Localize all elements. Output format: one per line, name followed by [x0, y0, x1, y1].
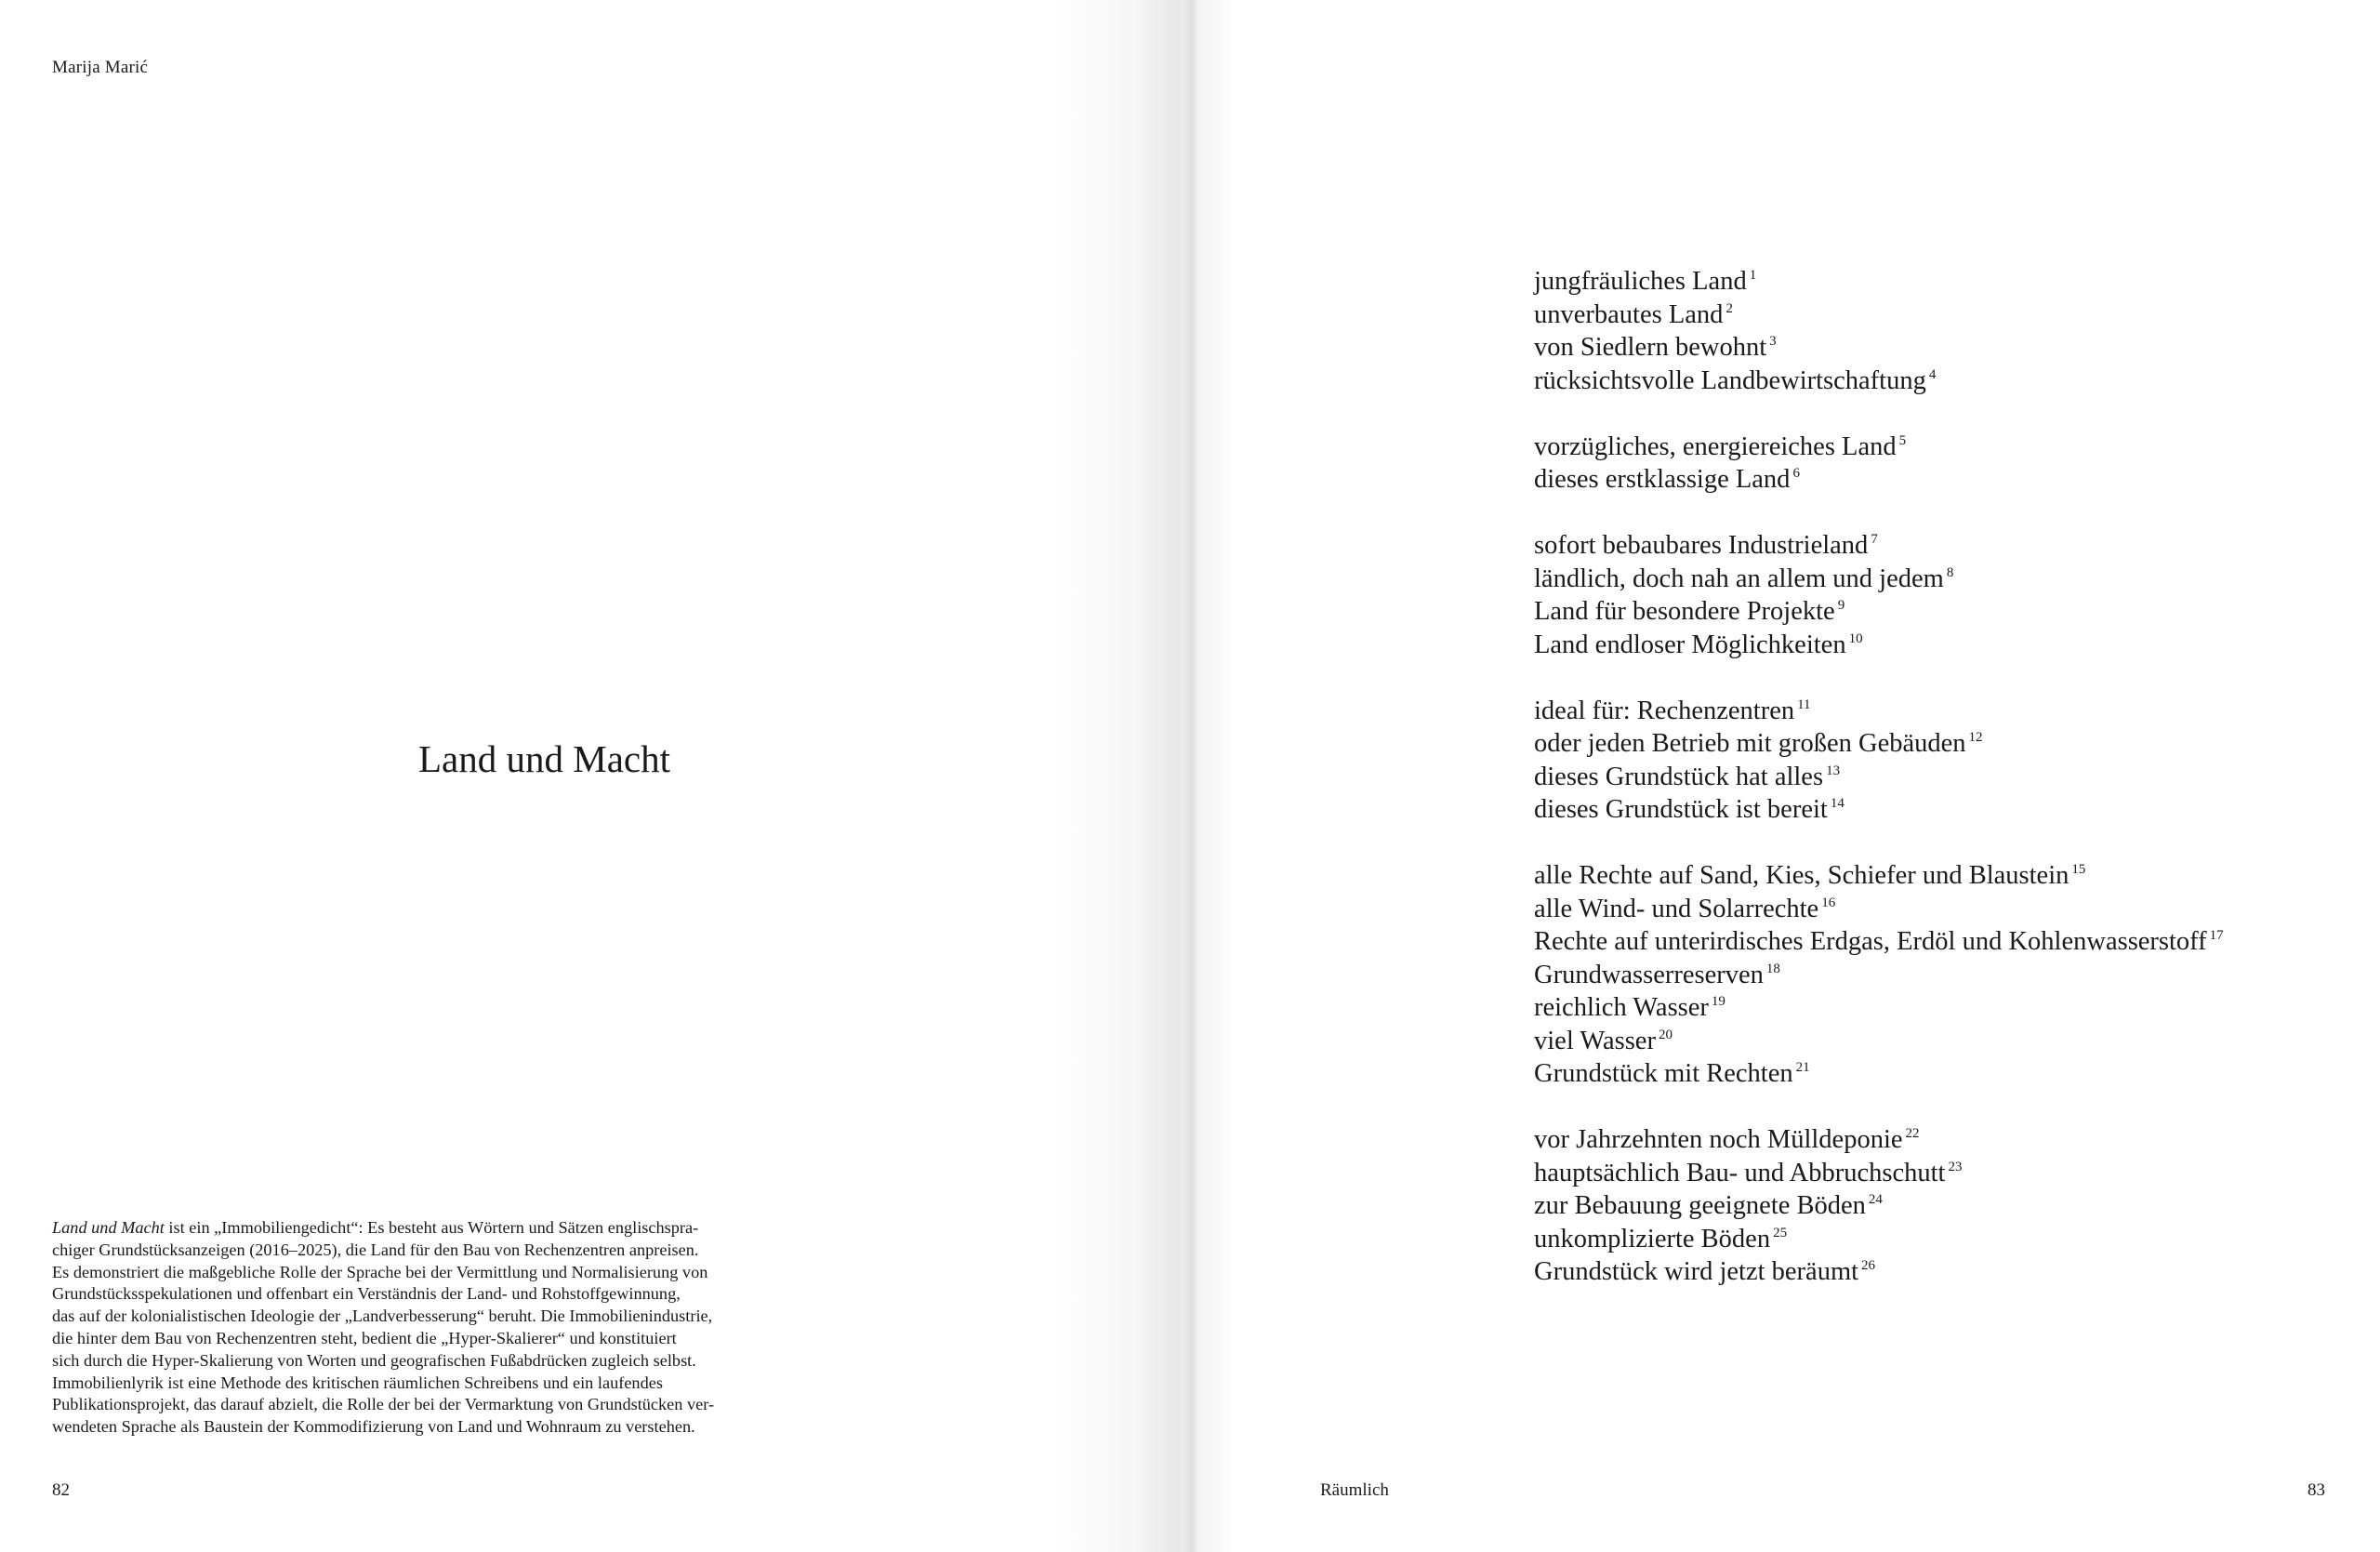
footnote-marker: 26 [1861, 1258, 1876, 1273]
poem-line [1534, 529, 2224, 563]
poem-line [1534, 761, 2224, 794]
poem-line-text: Grundstück wird jetzt beräumt [1534, 1257, 1859, 1286]
poem-line-text: ideal für: Rechenzentren [1534, 696, 1795, 725]
footnote-marker: 18 [1765, 961, 1780, 976]
poem-line-text: von Siedlern bewohnt [1534, 333, 1767, 362]
poem-line [1534, 695, 2224, 728]
poem-line [1534, 991, 2224, 1025]
footnote-marker: 13 [1826, 763, 1841, 778]
poem-line [1534, 463, 2224, 497]
poem-line-text: dieses erstklassige Land [1534, 465, 1791, 494]
poem-line [1534, 925, 2224, 959]
footnote-marker: 19 [1711, 994, 1726, 1009]
intro-text: ist ein „Immobiliengedicht“: Es besteht aus Wörtern und Sätzen englischspra- chiger Grundstücksanzeigen (2016–2025), die Land für den Bau von Rechenzentren anpreisen. Es demonstriert die maßgebliche Rolle der Sprache bei der Vermittlung und Normalisierung von Grundstücksspekulationen und offenbart ein Verständnis der Land- und Rohstoffgewinnung, das auf der kolonialistischen Ideologie der „Landverbesserung“ beruht. Die Immobilienindustrie, die hinter dem Bau von Rechenzentren steht, bedient die „Hyper-Skalierer“ und konstituiert sich durch die Hyper-Skalierung von Worten und geografischen Fußabdrücken zugleich selbst. Immobilienlyrik ist eine Methode des kritischen räumlichen Schreibens und ein laufendes Publikationsprojekt, das darauf abzielt, die Rolle der bei der Vermarktung von Grundstücken ver- wendeten Sprache als Baustein der Kommodifizierung von Land und Wohnraum zu verstehen. [52, 1218, 715, 1437]
footnote-marker: 25 [1773, 1225, 1788, 1240]
poem-line-text: dieses Grundstück ist bereit [1534, 795, 1828, 824]
footnote-marker: 6 [1792, 466, 1800, 481]
poem-stanza [1534, 859, 2224, 1091]
poem-line [1534, 298, 2224, 332]
poem-line-text: reichlich Wasser [1534, 993, 1709, 1022]
poem-stanza [1534, 431, 2224, 497]
footnote-marker: 15 [2071, 862, 2086, 877]
poem-line [1534, 793, 2224, 827]
poem-stanza [1534, 529, 2224, 661]
footnote-marker: 3 [1769, 334, 1777, 349]
poem [1534, 265, 2224, 1289]
footnote-marker: 5 [1898, 432, 1907, 448]
poem-line [1534, 629, 2224, 662]
footnote-marker: 11 [1797, 696, 1811, 712]
footnote-marker: 16 [1821, 895, 1836, 910]
footnote-marker: 2 [1726, 300, 1733, 316]
poem-line-text: hauptsächlich Bau- und Abbruchschutt [1534, 1158, 1946, 1187]
poem-line-text: viel Wasser [1534, 1026, 1656, 1055]
poem-line [1534, 893, 2224, 926]
book-gutter [1181, 0, 1199, 1552]
poem-line-text: Grundstück mit Rechten [1534, 1059, 1793, 1088]
footnote-marker: 10 [1848, 630, 1863, 646]
intro-paragraph [52, 1217, 833, 1439]
poem-line-text: Land endloser Möglichkeiten [1534, 630, 1846, 659]
footnote-marker: 14 [1830, 796, 1844, 811]
footnote-marker: 12 [1968, 730, 1983, 745]
poem-line [1534, 431, 2224, 464]
footnote-marker: 17 [2209, 928, 2224, 943]
poem-line-text: rücksichtsvolle Landbewirtschaftung [1534, 365, 1926, 395]
page-number-left: 82 [52, 1480, 70, 1500]
poem-stanza [1534, 695, 2224, 827]
page-title: Land und Macht [418, 737, 670, 780]
poem-line-text: ländlich, doch nah an allem und jedem [1534, 564, 1944, 593]
footnote-marker: 22 [1905, 1126, 1920, 1141]
poem-line-text: Rechte auf unterirdisches Erdgas, Erdöl und Kohlenwasserstoff [1534, 927, 2207, 956]
poem-line [1534, 1255, 2224, 1289]
poem-line-text: oder jeden Betrieb mit großen Gebäuden [1534, 729, 1966, 758]
running-head-section: Räumlich [1320, 1480, 1389, 1500]
poem-line-text: Land für besondere Projekte [1534, 597, 1835, 626]
poem-line-text: unverbautes Land [1534, 299, 1724, 329]
poem-line [1534, 265, 2224, 298]
poem-line-text: dieses Grundstück hat alles [1534, 762, 1824, 791]
poem-line-text: vorzügliches, energiereiches Land [1534, 431, 1897, 461]
poem-line [1534, 331, 2224, 365]
poem-line [1534, 859, 2224, 893]
poem-line [1534, 727, 2224, 761]
intro-italic-title: Land und Macht [52, 1218, 165, 1237]
poem-line [1534, 1157, 2224, 1190]
poem-line [1534, 365, 2224, 398]
poem-line [1534, 595, 2224, 629]
page-number-right: 83 [2307, 1480, 2325, 1500]
footnote-marker: 9 [1837, 598, 1845, 613]
footnote-marker: 21 [1795, 1060, 1810, 1075]
poem-line [1534, 563, 2224, 596]
footnote-marker: 4 [1928, 366, 1937, 382]
poem-line-text: sofort bebaubares Industrieland [1534, 531, 1869, 560]
poem-stanza [1534, 1123, 2224, 1289]
footnote-marker: 7 [1871, 532, 1878, 547]
footnote-marker: 1 [1749, 268, 1757, 283]
poem-line [1534, 1223, 2224, 1256]
poem-line-text: Grundwasserreserven [1534, 960, 1764, 989]
footnote-marker: 20 [1658, 1027, 1673, 1042]
poem-line-text: alle Rechte auf Sand, Kies, Schiefer und Blaustein [1534, 861, 2069, 890]
poem-line [1534, 1123, 2224, 1157]
poem-line-text: vor Jahrzehnten noch Mülldeponie [1534, 1125, 1903, 1154]
poem-line-text: jungfräuliches Land [1534, 267, 1747, 296]
footnote-marker: 8 [1946, 564, 1954, 580]
footnote-marker: 23 [1948, 1159, 1963, 1174]
running-head-author: Marija Marić [52, 58, 149, 77]
poem-line [1534, 1025, 2224, 1058]
poem-line-text: alle Wind- und Solarrechte [1534, 894, 1819, 923]
poem-line-text: unkomplizierte Böden [1534, 1224, 1771, 1254]
poem-stanza [1534, 265, 2224, 397]
poem-line [1534, 959, 2224, 992]
poem-line [1534, 1057, 2224, 1091]
footnote-marker: 24 [1868, 1192, 1883, 1207]
poem-line [1534, 1189, 2224, 1223]
poem-line-text: zur Bebauung geeignete Böden [1534, 1191, 1866, 1220]
